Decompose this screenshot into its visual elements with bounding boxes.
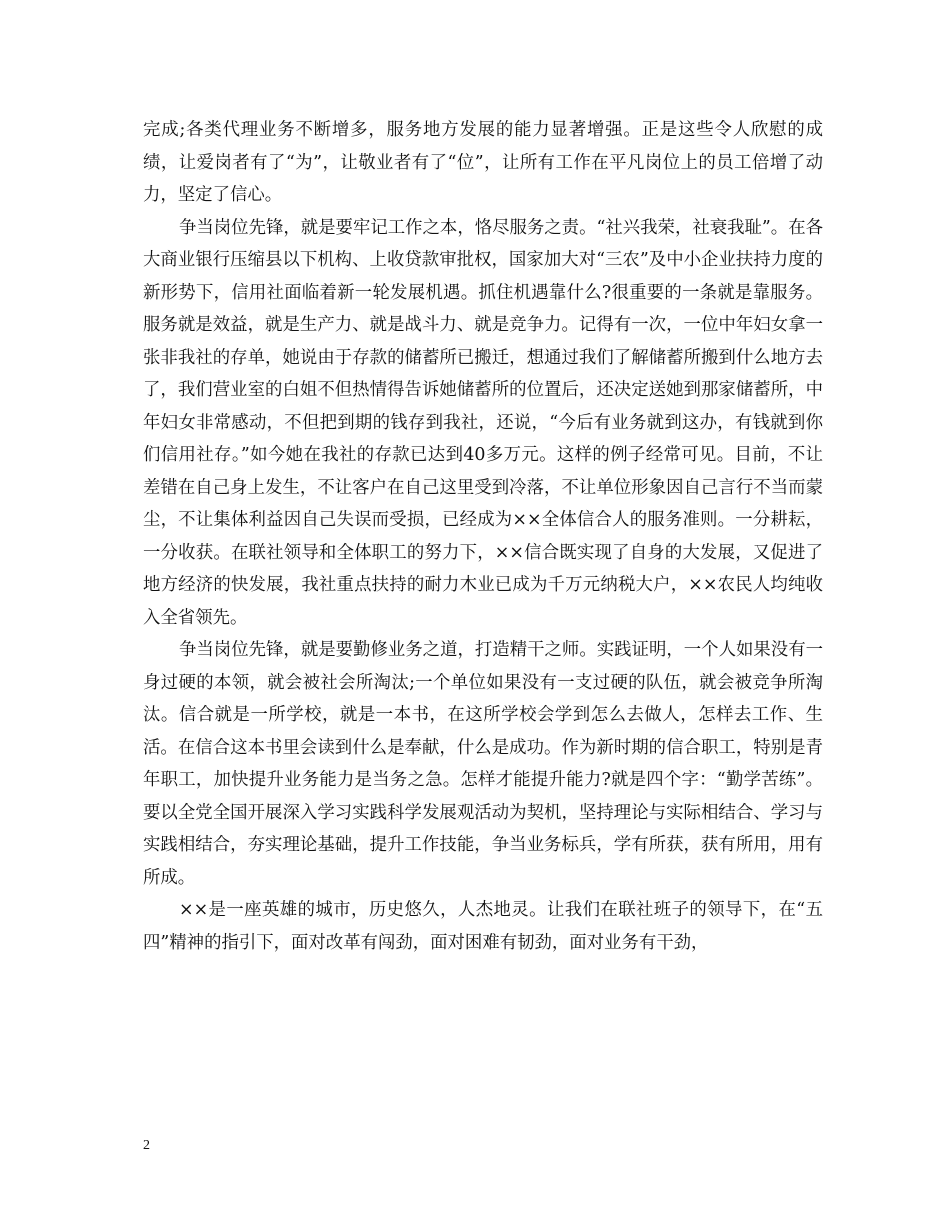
document-body [143,114,823,959]
paragraph-closing: ××是一座英雄的城市，历史悠久，人杰地灵。让我们在联社班子的领导下，在“五四”精神的指引下，面对改革有闯劲，面对困难有韧劲，面对业务有干劲， [143,900,823,953]
paragraph-skills: 争当岗位先锋，就是要勤修业务之道，打造精干之师。实践证明，一个人如果没有一身过硬的本领，就会被社会所淘汰;一个单位如果没有一支过硬的队伍，就会被竞争所淘汰。信合就是一所学校，就是一本书，在这所学校会学到怎么去做人，怎样去工作、生活。在信合这本书里会读到什么是奉献，什么是成功。作为新时期的信合职工，特别是青年职工，加快提升业务能力是当务之急。怎样才能提升能力?就是四个字：“勤学苦练”。要以全党全国开展深入学习实践科学发展观活动为契机，坚持理论与实际相结合、学习与实践相结合，夯实理论基础，提升工作技能，争当业务标兵，学有所获，获有所用，用有所成。 [143,640,823,888]
page-number: 2 [143,1138,150,1153]
paragraph-service: 争当岗位先锋，就是要牢记工作之本，恪尽服务之责。“社兴我荣，社衰我耻”。在各大商业银行压缩县以下机构、上收贷款审批权，国家加大对“三农”及中小企业扶持力度的新形势下，信用社面临着新一轮发展机遇。抓住机遇靠什么?很重要的一条就是靠服务。服务就是效益，就是生产力、就是战斗力、就是竞争力。记得有一次，一位中年妇女拿一张非我社的存单，她说由于存款的储蓄所已搬迁，想通过我们了解储蓄所搬到什么地方去了，我们营业室的白姐不但热情得告诉她储蓄所的位置后，还决定送她到那家储蓄所，中年妇女非常感动，不但把到期的钱存到我社，还说，“今后有业务就到这办，有钱就到你们信用社存。”如今她在我社的存款已达到40多万元。这样的例子经常可见。目前，不让差错在自己身上发生，不让客户在自己这里受到冷落，不让单位形象因自己言行不当而蒙尘，不让集体利益因自己失误而受损，已经成为××全体信合人的服务准则。一分耕耘，一分收获。在联社领导和全体职工的努力下，××信合既实现了自身的大发展，又促进了地方经济的快发展，我社重点扶持的耐力木业已成为千万元纳税大户，××农民人均纯收入全省领先。 [143,217,823,628]
paragraph-continuation: 完成;各类代理业务不断增多，服务地方发展的能力显著增强。正是这些令人欣慰的成绩，让爱岗者有了“为”，让敬业者有了“位”，让所有工作在平凡岗位上的员工倍增了动力，坚定了信心。 [143,120,823,205]
